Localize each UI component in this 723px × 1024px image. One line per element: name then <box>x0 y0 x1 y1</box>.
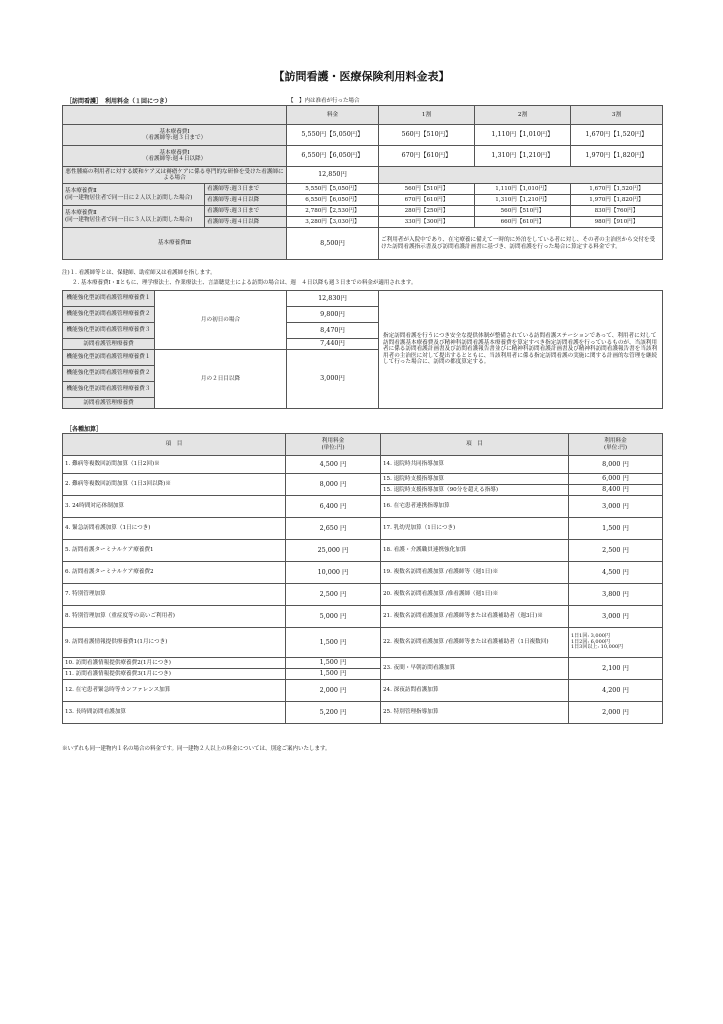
item-label: 12. 在宅患者緊急時等カンファレンス加算 <box>63 680 286 702</box>
table-row <box>63 702 663 724</box>
note-2: ２. 基本療養費Ⅰ・Ⅱともに、理学療法士、作業療法士、言語聴覚士による訪問の場合は、週 ４日以降も週３日までの料金が適用されます。 <box>72 280 417 286</box>
copay-10-cell: 330円【300円】 <box>379 217 475 228</box>
fee-cell: 6,550円【6,050円】 <box>287 195 379 206</box>
header-20pct: 2割 <box>475 106 571 125</box>
item-label: 2. 難病等複数回訪問加算（1日3回以降)※ <box>63 474 286 496</box>
copay-30-cell: 980円【910円】 <box>571 217 663 228</box>
copay-30-cell: 830円【760円】 <box>571 206 663 217</box>
footnote: ※いずれも同一建物内１名の場合の料金です。同一建物２人以上の料金については、別途ご案内いたします。 <box>62 746 331 752</box>
fee-cell: 2,000 円 <box>569 702 663 724</box>
header-30pct: 3割 <box>571 106 663 125</box>
table-row <box>63 291 663 307</box>
second-day-label: 月の２日目以降 <box>155 350 287 409</box>
fee-cell: 1日1回: 3,000円 1日2回: 6,000円 1日3回以上: 10,000円 <box>569 628 663 658</box>
row-label: 基本療養費Ⅰ （看護師等:週３日まで） <box>63 125 287 146</box>
table-row <box>63 606 663 628</box>
sub-label: 看護師等:週４日以降 <box>205 217 287 228</box>
fee-cell: 2,780円【2,530円】 <box>287 206 379 217</box>
fee-cell: 6,400 円 <box>286 496 381 518</box>
header-item: 項 目 <box>63 434 286 456</box>
fee-cell: 1,500 円 <box>286 628 381 658</box>
fee-cell: 2,100 円 <box>569 658 663 680</box>
copay-20-cell: 560円【510円】 <box>475 206 571 217</box>
fee-cell: 5,550円【5,050円】 <box>287 184 379 195</box>
fee-cell: 8,470円 <box>287 323 379 339</box>
fee-cell: 12,830円 <box>287 291 379 307</box>
sub-label: 看護師等:週４日以降 <box>205 195 287 206</box>
table-row <box>63 456 663 474</box>
table-row <box>63 474 663 485</box>
row-label: 機能強化型訪問看護管理療養費２ <box>63 307 155 323</box>
row-label: 機能強化型訪問看護管理療養費３ <box>63 382 155 398</box>
fee-cell: 6,550円【6,050円】 <box>287 146 379 167</box>
table-row <box>63 680 663 702</box>
item-label: 22. 複数名訪問看護加算 /看護師等または看護補助者（1日複数回) <box>381 628 569 658</box>
item-label: 19. 複数名訪問看護加算 /看護師等（週1日)※ <box>381 562 569 584</box>
legend-note: 【 】内は准看が行った場合 <box>288 98 360 104</box>
fee-cell: 25,000 円 <box>286 540 381 562</box>
item-label: 11. 訪問看護情報提供療養費3(1月につき) <box>63 669 286 680</box>
first-day-label: 月の初日の場合 <box>155 291 287 350</box>
copay-10-cell: 670円【610円】 <box>379 195 475 206</box>
fee-cell: 3,000 円 <box>569 606 663 628</box>
item-label: 25. 特別管理指導加算 <box>381 702 569 724</box>
item-label: 15. 退院時支援指導加算 <box>381 474 569 485</box>
item-label: 20. 複数名訪問看護加算 /准看護師（週1日)※ <box>381 584 569 606</box>
copay-20-cell: 1,310円【1,210円】 <box>475 146 571 167</box>
fee-cell: 2,000 円 <box>286 680 381 702</box>
item-label: 14. 退院時共同指導加算 <box>381 456 569 474</box>
management-description: 指定訪問看護を行うにつき安全な提供体制が整備されている訪問看護ステーションであって、利用者に対して訪問看護基本療養費及び精神科訪問看護基本療養費を算定すべき指定訪問看護を行っているものが、当該利用者に係る訪問看護計画書及び訪問看護報告書並びに精神科訪問看護計画書及び精神科訪問看護報告書を当該利用者の主治医に対して提出するとともに、当該利用者に係る指定訪問看護の実施に関する計画的な管理を継続して行った場合に、訪問の都度算定する。 <box>379 291 663 409</box>
fee-cell: 5,000 円 <box>286 606 381 628</box>
fee-cell: 12,850円 <box>287 167 379 184</box>
item-label: 1. 難病等複数回訪問加算（1日2回)※ <box>63 456 286 474</box>
table-row <box>63 584 663 606</box>
fee-cell: 3,000円 <box>287 350 379 409</box>
table-row <box>63 540 663 562</box>
table-row <box>63 125 663 146</box>
fee-cell: 9,800円 <box>287 307 379 323</box>
copay-30-cell: 1,670円【1,520円】 <box>571 125 663 146</box>
row-label: 機能強化型訪問看護管理療養費１ <box>63 291 155 307</box>
fee-cell: 1,500 円 <box>569 518 663 540</box>
item-label: 21. 複数名訪問看護加算 /看護師等または看護補助者（週3日)※ <box>381 606 569 628</box>
row-label: 機能強化型訪問看護管理療養費２ <box>63 366 155 382</box>
fee-cell: 5,200 円 <box>286 702 381 724</box>
table-row <box>63 518 663 540</box>
item-label: 13. 長時間訪問看護加算 <box>63 702 286 724</box>
item-label: 6. 訪問看護ターミナルケア療養費2 <box>63 562 286 584</box>
row-label: 機能強化型訪問看護管理療養費１ <box>63 350 155 366</box>
fee-cell: 1,500 円 <box>286 669 381 680</box>
copay-20-cell: 1,310円【1,210円】 <box>475 195 571 206</box>
item-label: 17. 乳幼児加算（1日につき) <box>381 518 569 540</box>
fee-cell: 1,500 円 <box>286 658 381 669</box>
copay-20-cell: 1,110円【1,010円】 <box>475 125 571 146</box>
fee-cell: 8,500円 <box>287 228 379 260</box>
copay-20-cell: 1,110円【1,010円】 <box>475 184 571 195</box>
fee-cell: 7,440円 <box>287 339 379 350</box>
item-label: 10. 訪問看護情報提供療養費2(1月につき) <box>63 658 286 669</box>
copay-30-cell: 1,670円【1,520円】 <box>571 184 663 195</box>
table-row <box>63 167 663 184</box>
item-label: 23. 夜間・早朝訪問看護加算 <box>381 658 569 680</box>
copay-20-cell: 660円【610円】 <box>475 217 571 228</box>
row-label: 訪問看護管理療養費 <box>63 398 155 409</box>
fee-cell: 3,280円【3,030円】 <box>287 217 379 228</box>
header-fee: 利用料金 (単位:円) <box>286 434 381 456</box>
fee-cell: 8,000 円 <box>286 474 381 496</box>
item-label: 16. 在宅患者連携指導加算 <box>381 496 569 518</box>
section-label-visit: ［訪問看護］ 利用料金（１回につき） <box>66 98 171 105</box>
fee-cell: 2,650 円 <box>286 518 381 540</box>
basic-fee-table <box>62 105 663 260</box>
item-label: 3. 24時間対応体制加算 <box>63 496 286 518</box>
copay-10-cell: 670円【610円】 <box>379 146 475 167</box>
row-label: 機能強化型訪問看護管理療養費３ <box>63 323 155 339</box>
management-fee-table <box>62 290 663 409</box>
table-row <box>63 496 663 518</box>
copay-10-cell: 560円【510円】 <box>379 184 475 195</box>
page-title: 【訪問看護・医療保険利用料金表】 <box>273 70 450 83</box>
header-fee: 料金 <box>287 106 379 125</box>
note-1: 注)１. 看護師等とは、保健師、助産師又は看護師を指します。 <box>62 270 216 276</box>
row-label: 基本療養費Ⅲ <box>63 228 287 260</box>
item-label: 8. 特別管理加算（重症度等の高いご利用者) <box>63 606 286 628</box>
header-item: 項 目 <box>381 434 569 456</box>
fee-cell: 4,500 円 <box>569 562 663 584</box>
row-label: 訪問看護管理療養費 <box>63 339 155 350</box>
fee-cell: 10,000 円 <box>286 562 381 584</box>
table-row <box>63 562 663 584</box>
fee-cell: 8,400 円 <box>569 485 663 496</box>
table-row <box>63 628 663 658</box>
fee-cell: 3,800 円 <box>569 584 663 606</box>
table-row <box>63 184 663 195</box>
copay-30-cell: 1,970円【1,820円】 <box>571 195 663 206</box>
item-label: 9. 訪問看護情報提供療養費1(1月につき) <box>63 628 286 658</box>
section-label-additions: ［各種加算］ <box>66 426 103 433</box>
row-label: 悪性腫瘍の利用者に対する緩和ケア又は褥瘡ケアに係る専門的な研修を受けた看護師による場合 <box>63 167 287 184</box>
fee-cell: 8,000 円 <box>569 456 663 474</box>
header-row <box>63 434 663 456</box>
copay-10-cell: 280円【250円】 <box>379 206 475 217</box>
fee-cell: 3,000 円 <box>569 496 663 518</box>
sub-label: 看護師等:週３日まで <box>205 184 287 195</box>
row-label: 基本療養費Ⅱ (同一建物居住者で同一日に３人以上訪問した場合) <box>63 206 205 228</box>
fee-cell: 4,500 円 <box>286 456 381 474</box>
row-label: 基本療養費Ⅱ (同一建物居住者で同一日に２人以上訪問した場合) <box>63 184 205 206</box>
fee-cell: 2,500 円 <box>569 540 663 562</box>
fee-cell: 6,000 円 <box>569 474 663 485</box>
fee-cell: 2,500 円 <box>286 584 381 606</box>
header-row <box>63 106 663 125</box>
fee-cell: 4,200 円 <box>569 680 663 702</box>
table-row <box>63 658 663 669</box>
item-label: 24. 深夜訪問看護加算 <box>381 680 569 702</box>
copay-10-cell: 560円【510円】 <box>379 125 475 146</box>
item-label: 5. 訪問看護ターミナルケア療養費1 <box>63 540 286 562</box>
item-label: 4. 緊急訪問看護加算（1日につき) <box>63 518 286 540</box>
item-label: 7. 特別管理加算 <box>63 584 286 606</box>
item-label: 15. 退院時支援指導加算（90分を超える指導) <box>381 485 569 496</box>
copay-30-cell: 1,970円【1,820円】 <box>571 146 663 167</box>
row-label: 基本療養費Ⅰ （看護師等:週４日以降） <box>63 146 287 167</box>
fee-cell: 5,550円【5,050円】 <box>287 125 379 146</box>
table-row <box>63 228 663 260</box>
sub-label: 看護師等:週３日まで <box>205 206 287 217</box>
additions-table <box>62 433 663 724</box>
header-fee: 利用料金 (単位:円) <box>569 434 663 456</box>
table-row <box>63 146 663 167</box>
table-row <box>63 206 663 217</box>
item-label: 18. 看護・介護職員連携強化加算 <box>381 540 569 562</box>
basic3-description: ご利用者が入院中であり、在宅療養に備えて一時的に外泊をしている者に対し、その者の主治医から交付を受けた訪問看護指示書及び訪問看護計画書に基づき、訪問看護を行った場合に算定する料金です。 <box>379 228 663 260</box>
header-10pct: 1割 <box>379 106 475 125</box>
